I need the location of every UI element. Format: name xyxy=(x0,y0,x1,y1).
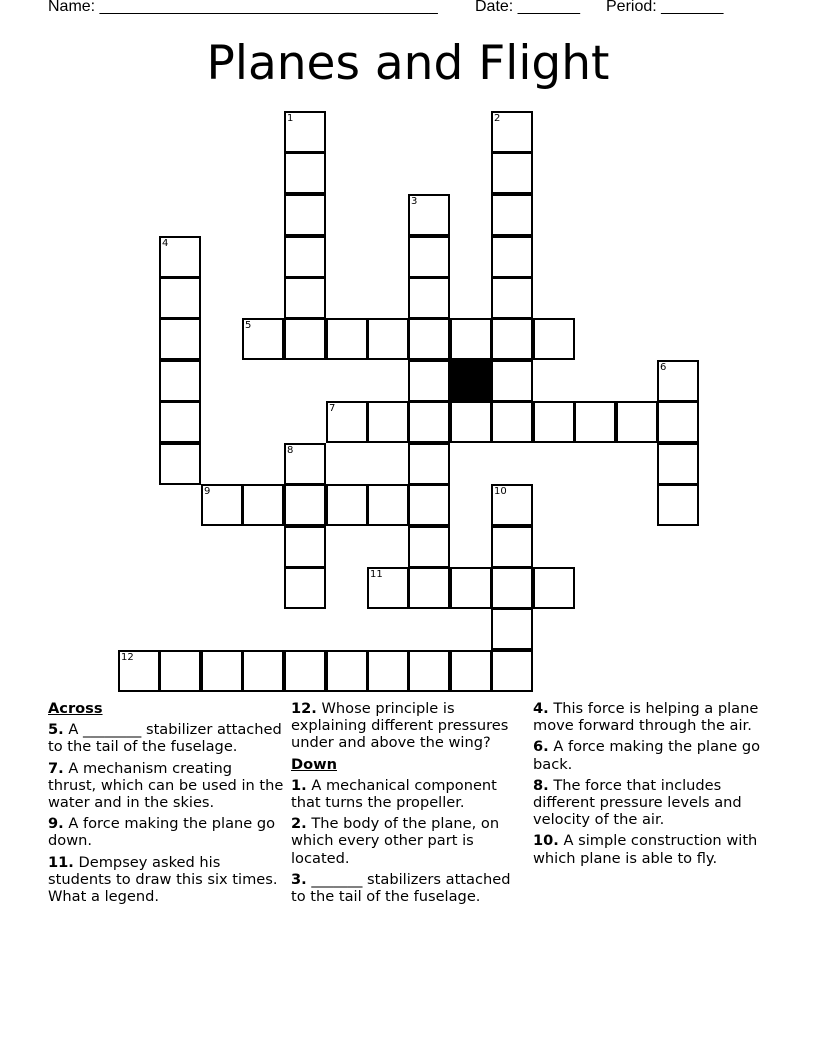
mixed-clues-column xyxy=(291,700,527,909)
clue-across-5: 5. A ________ stabilizer attached to the tail of the fuselage. xyxy=(48,721,282,756)
grid-cell[interactable] xyxy=(408,443,450,485)
grid-cell[interactable] xyxy=(450,401,492,443)
grid-cell-6[interactable] xyxy=(657,360,699,402)
grid-cell[interactable] xyxy=(657,401,699,443)
clue-down-4: 4. This force is helping a plane move forward through the air. xyxy=(533,700,759,735)
grid-cell[interactable] xyxy=(284,152,326,194)
grid-cell[interactable] xyxy=(491,194,533,236)
grid-cell[interactable] xyxy=(408,236,450,278)
clue-number: 3 xyxy=(411,196,418,207)
grid-cell[interactable] xyxy=(491,526,533,568)
grid-cell[interactable] xyxy=(284,650,326,692)
down-heading: Down xyxy=(291,755,338,773)
grid-cell[interactable] xyxy=(367,401,409,443)
grid-cell[interactable] xyxy=(491,360,533,402)
grid-cell-8[interactable] xyxy=(284,443,326,485)
grid-cell[interactable] xyxy=(657,443,699,485)
grid-cell[interactable] xyxy=(491,608,533,650)
grid-cell[interactable] xyxy=(408,401,450,443)
clue-number: 2 xyxy=(494,113,501,124)
clue-down-3: 3. _______ stabilizers attached to the tail of the fuselage. xyxy=(291,870,511,906)
clue-down-10: 10. A simple construction with which plane is able to fly. xyxy=(533,832,758,867)
grid-cell-4[interactable] xyxy=(159,236,201,278)
grid-cell[interactable] xyxy=(242,484,284,526)
grid-cell[interactable] xyxy=(657,484,699,526)
grid-cell[interactable] xyxy=(159,277,201,319)
grid-cell-5[interactable] xyxy=(242,318,284,360)
grid-cell-10[interactable] xyxy=(491,484,533,526)
grid-cell[interactable] xyxy=(367,650,409,692)
across-heading: Across xyxy=(48,700,103,717)
grid-cell-11[interactable] xyxy=(367,567,409,609)
clue-down-1: 1. A mechanical component that turns the propeller. xyxy=(291,776,497,812)
clue-down-6: 6. A force making the plane go back. xyxy=(533,738,761,773)
grid-cell[interactable] xyxy=(159,443,201,485)
clue-number: 7 xyxy=(329,403,336,414)
grid-cell[interactable] xyxy=(326,650,368,692)
grid-cell[interactable] xyxy=(326,318,368,360)
clue-number: 10 xyxy=(494,486,507,497)
grid-cell[interactable] xyxy=(533,567,575,609)
grid-cell[interactable] xyxy=(242,650,284,692)
clue-number: 8 xyxy=(287,445,294,456)
clue-across-9: 9. A force making the plane go down. xyxy=(48,815,276,850)
grid-cell[interactable] xyxy=(326,484,368,526)
clue-number: 12 xyxy=(121,652,134,663)
grid-cell[interactable] xyxy=(284,277,326,319)
name-field-label: Name: ______________________________________ xyxy=(48,0,438,15)
clue-down-8: 8. The force that includes different pressure levels and velocity of the air. xyxy=(533,776,742,829)
grid-cell[interactable] xyxy=(201,650,243,692)
grid-cell[interactable] xyxy=(159,318,201,360)
grid-cell-2[interactable] xyxy=(491,111,533,153)
clue-number: 9 xyxy=(204,486,211,497)
grid-cell[interactable] xyxy=(159,650,201,692)
clue-number: 1 xyxy=(287,113,294,124)
grid-cell[interactable] xyxy=(367,318,409,360)
blocked-cell xyxy=(450,360,492,402)
grid-cell-9[interactable] xyxy=(201,484,243,526)
across-clues-column xyxy=(48,700,284,909)
clue-number: 11 xyxy=(370,569,383,580)
clue-number: 4 xyxy=(162,238,169,249)
grid-cell[interactable] xyxy=(533,401,575,443)
grid-cell[interactable] xyxy=(491,277,533,319)
page-title: Planes and Flight xyxy=(206,36,610,91)
grid-cell-12[interactable] xyxy=(118,650,160,692)
grid-cell[interactable] xyxy=(284,318,326,360)
grid-cell[interactable] xyxy=(284,484,326,526)
grid-cell[interactable] xyxy=(284,567,326,609)
grid-cell[interactable] xyxy=(491,401,533,443)
grid-cell[interactable] xyxy=(408,526,450,568)
grid-cell[interactable] xyxy=(408,484,450,526)
grid-cell[interactable] xyxy=(408,650,450,692)
clue-number: 6 xyxy=(660,362,667,373)
period-field-label: Period: _______ xyxy=(606,0,724,15)
grid-cell[interactable] xyxy=(450,650,492,692)
grid-cell[interactable] xyxy=(284,236,326,278)
clue-number: 5 xyxy=(245,320,252,331)
grid-cell-7[interactable] xyxy=(326,401,368,443)
grid-cell[interactable] xyxy=(491,236,533,278)
grid-cell[interactable] xyxy=(574,401,616,443)
grid-cell[interactable] xyxy=(491,567,533,609)
grid-cell[interactable] xyxy=(408,567,450,609)
grid-cell[interactable] xyxy=(491,318,533,360)
grid-cell[interactable] xyxy=(491,152,533,194)
clue-across-7: 7. A mechanism creating thrust, which can be used in the water and in the skies. xyxy=(48,759,284,812)
grid-cell[interactable] xyxy=(408,318,450,360)
grid-cell[interactable] xyxy=(408,360,450,402)
grid-cell[interactable] xyxy=(450,567,492,609)
grid-cell[interactable] xyxy=(159,401,201,443)
date-field-label: Date: _______ xyxy=(475,0,580,15)
grid-cell[interactable] xyxy=(616,401,658,443)
down-clues-column xyxy=(533,700,769,871)
grid-cell[interactable] xyxy=(533,318,575,360)
clue-down-2: 2. The body of the plane, on which every other part is located. xyxy=(291,815,500,867)
grid-cell[interactable] xyxy=(408,277,450,319)
grid-cell[interactable] xyxy=(284,526,326,568)
grid-cell[interactable] xyxy=(159,360,201,402)
grid-cell-1[interactable] xyxy=(284,111,326,153)
grid-cell[interactable] xyxy=(367,484,409,526)
clue-across-11: 11. Dempsey asked his students to draw this six times. What a legend. xyxy=(48,853,278,906)
grid-cell[interactable] xyxy=(450,318,492,360)
grid-cell-3[interactable] xyxy=(408,194,450,236)
clue-across-12: 12. Whose principle is explaining different pressures under and above the wing? xyxy=(291,700,509,752)
grid-cell[interactable] xyxy=(491,650,533,692)
grid-cell[interactable] xyxy=(284,194,326,236)
